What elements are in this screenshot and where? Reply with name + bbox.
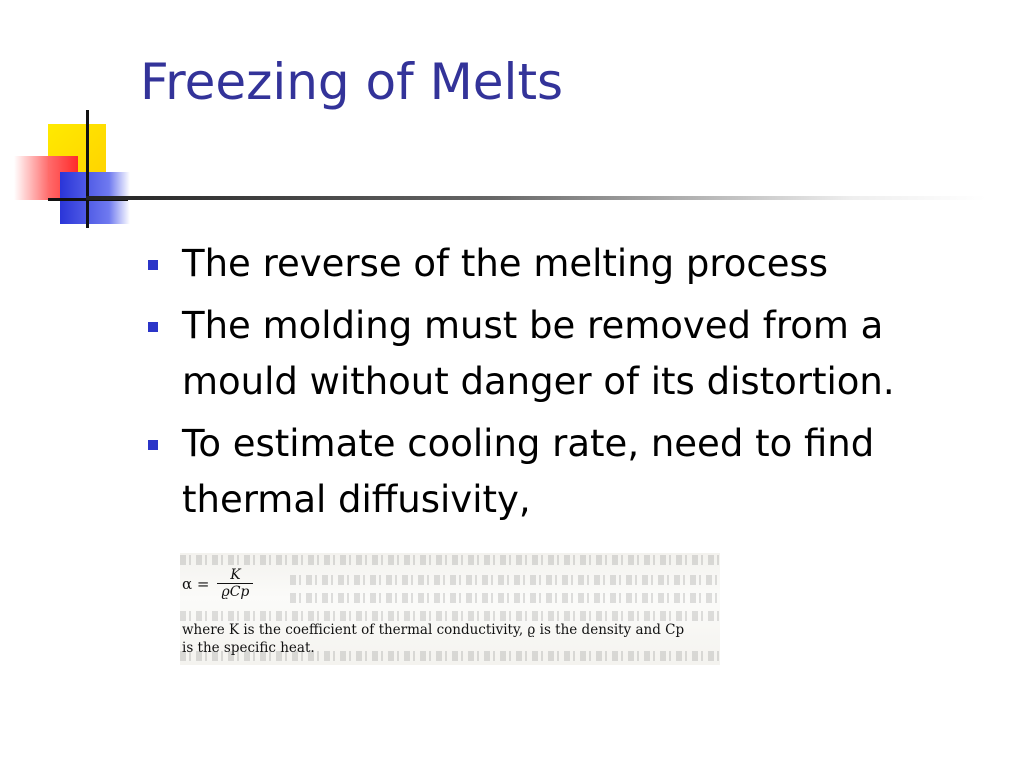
bullet-item <box>142 416 992 528</box>
bullet-list <box>142 236 992 534</box>
slide-title: Freezing of Melts <box>140 53 564 111</box>
bullet-text: The molding must be removed from a mould without danger of its distortion. <box>182 304 895 403</box>
bullet-marker-icon <box>148 440 158 450</box>
faded-text-line <box>180 611 720 621</box>
title-underline <box>86 196 986 200</box>
decorative-logo <box>0 100 160 240</box>
bullet-text: To estimate cooling rate, need to find thermal diffusivity, <box>182 422 875 521</box>
bullet-text: The reverse of the melting process <box>182 242 829 285</box>
bullet-marker-icon <box>148 260 158 270</box>
caption-line: is the specific heat. <box>182 640 315 656</box>
caption-line: where K is the coefficient of thermal conductivity, ϱ is the density and Cp <box>182 622 685 638</box>
bullet-item <box>142 236 992 292</box>
diffusivity-equation <box>182 567 253 600</box>
equation-numerator: K <box>230 567 241 583</box>
faded-text-line <box>290 575 720 585</box>
vertical-line <box>86 110 89 228</box>
equation-denominator: ϱCp <box>217 583 253 600</box>
faded-text-line <box>290 593 720 603</box>
equation-fraction <box>217 567 253 600</box>
bullet-item <box>142 298 992 410</box>
equation-lhs: α = <box>182 574 210 593</box>
faded-text-line <box>180 555 720 565</box>
equation-caption <box>182 621 684 657</box>
equation-image <box>180 553 720 665</box>
bullet-marker-icon <box>148 322 158 332</box>
